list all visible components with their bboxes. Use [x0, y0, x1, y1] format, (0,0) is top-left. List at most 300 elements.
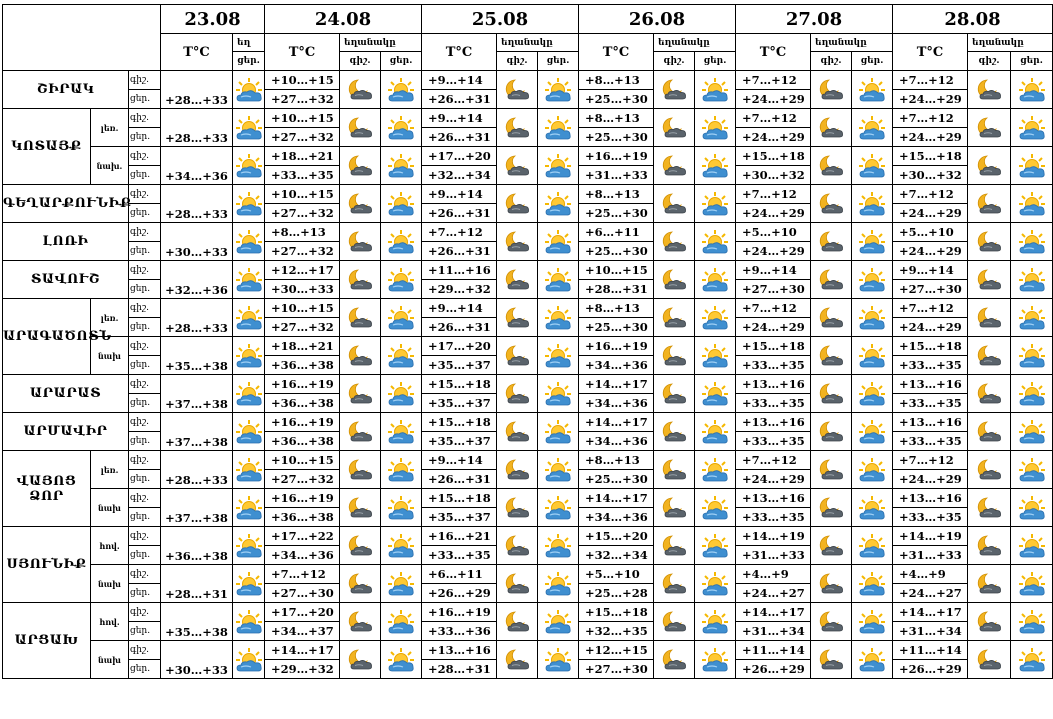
- day-temp: +25…+30: [579, 90, 654, 109]
- day-temp: +26…+31: [422, 318, 497, 337]
- day-temp: +34…+36: [579, 356, 654, 375]
- night-temp: +18…+21: [265, 147, 340, 166]
- moon-cloud-icon: [654, 451, 695, 489]
- sun-cloud-icon: [538, 413, 579, 451]
- sun-cloud-icon: [1011, 223, 1053, 261]
- sun-cloud-icon: [1011, 337, 1053, 375]
- subregion-label: հով.: [91, 527, 129, 565]
- moon-cloud-icon: [968, 261, 1011, 299]
- night-temp: +7…+12: [893, 299, 968, 318]
- day-temp: +36…+38: [265, 432, 340, 451]
- night-header: գիշ.: [968, 52, 1011, 71]
- sun-cloud-icon: [538, 147, 579, 185]
- day-temp: +25…+30: [579, 128, 654, 147]
- region-row: [3, 413, 1053, 432]
- moon-cloud-icon: [968, 565, 1011, 603]
- night-temp: +8…+13: [579, 185, 654, 204]
- day-label: ցեր.: [129, 622, 161, 641]
- day-temp: +24…+29: [893, 242, 968, 261]
- moon-cloud-icon: [811, 299, 852, 337]
- temp-range-23: +28…+31: [161, 565, 233, 603]
- sun-cloud-icon: [381, 489, 422, 527]
- sun-cloud-icon: [852, 261, 893, 299]
- night-temp: +6…+11: [579, 223, 654, 242]
- night-temp: +9…+14: [422, 109, 497, 128]
- moon-cloud-icon: [968, 71, 1011, 109]
- date-header-26: 26.08: [579, 5, 736, 34]
- subregion-label: նախ: [91, 337, 129, 375]
- day-temp: +24…+29: [736, 204, 811, 223]
- region-name: ԿՈՏԱՅՔ: [3, 109, 91, 185]
- moon-cloud-icon: [497, 147, 538, 185]
- moon-cloud-icon: [497, 185, 538, 223]
- day-temp: +31…+34: [736, 622, 811, 641]
- moon-cloud-icon: [654, 223, 695, 261]
- sun-cloud-icon: [1011, 185, 1053, 223]
- night-temp: +9…+14: [893, 261, 968, 280]
- night-header: գիշ.: [340, 52, 381, 71]
- moon-cloud-icon: [811, 489, 852, 527]
- moon-cloud-icon: [654, 185, 695, 223]
- night-temp: +12…+17: [265, 261, 340, 280]
- moon-cloud-icon: [654, 489, 695, 527]
- day-temp: +24…+29: [893, 318, 968, 337]
- date-header-25: 25.08: [422, 5, 579, 34]
- moon-cloud-icon: [968, 489, 1011, 527]
- moon-cloud-icon: [811, 185, 852, 223]
- night-temp: +14…+17: [579, 489, 654, 508]
- night-temp: +16…+19: [265, 413, 340, 432]
- sun-cloud-icon: [852, 375, 893, 413]
- sun-cloud-icon: [538, 527, 579, 565]
- moon-cloud-icon: [811, 527, 852, 565]
- moon-cloud-icon: [497, 299, 538, 337]
- night-header: գիշ.: [654, 52, 695, 71]
- moon-cloud-icon: [811, 413, 852, 451]
- day-header: ցեր.: [233, 52, 265, 71]
- temp-range-23: +36…+38: [161, 527, 233, 565]
- region-name: ԱՐՄԱՎԻՐ: [3, 413, 129, 451]
- night-temp: +11…+16: [422, 261, 497, 280]
- night-temp: +13…+16: [893, 489, 968, 508]
- day-label: ցեր.: [129, 470, 161, 489]
- moon-cloud-icon: [968, 375, 1011, 413]
- night-temp: +16…+19: [265, 375, 340, 394]
- moon-cloud-icon: [654, 375, 695, 413]
- day-temp: +27…+32: [265, 90, 340, 109]
- subregion-label: նախ: [91, 565, 129, 603]
- day-temp: +34…+36: [579, 394, 654, 413]
- moon-cloud-icon: [340, 451, 381, 489]
- sun-cloud-icon: [538, 641, 579, 679]
- moon-cloud-icon: [340, 565, 381, 603]
- sun-cloud-icon: [1011, 71, 1053, 109]
- region-row: [3, 489, 1053, 508]
- night-temp: +13…+16: [422, 641, 497, 660]
- temp-range-23: +37…+38: [161, 489, 233, 527]
- sun-cloud-icon: [233, 375, 265, 413]
- sun-cloud-icon: [381, 185, 422, 223]
- moon-cloud-icon: [497, 451, 538, 489]
- sun-cloud-icon: [381, 413, 422, 451]
- night-temp: +16…+19: [422, 603, 497, 622]
- sun-cloud-icon: [695, 527, 736, 565]
- night-temp: +14…+19: [893, 527, 968, 546]
- moon-cloud-icon: [968, 185, 1011, 223]
- temp-range-23: +28…+33: [161, 299, 233, 337]
- sun-cloud-icon: [233, 603, 265, 641]
- day-temp: +31…+33: [893, 546, 968, 565]
- day-label: ցեր.: [129, 280, 161, 299]
- moon-cloud-icon: [811, 71, 852, 109]
- night-temp: +5…+10: [736, 223, 811, 242]
- day-temp: +29…+32: [422, 280, 497, 299]
- day-temp: +34…+36: [579, 508, 654, 527]
- moon-cloud-icon: [811, 223, 852, 261]
- forecast-table: [2, 4, 1053, 679]
- night-label: գիշ.: [129, 261, 161, 280]
- day-temp: +27…+30: [736, 280, 811, 299]
- sun-cloud-icon: [695, 147, 736, 185]
- sun-cloud-icon: [695, 451, 736, 489]
- day-temp: +35…+37: [422, 356, 497, 375]
- night-temp: +18…+21: [265, 337, 340, 356]
- night-label: գիշ.: [129, 565, 161, 584]
- moon-cloud-icon: [811, 451, 852, 489]
- temp-range-23: +32…+36: [161, 261, 233, 299]
- sun-cloud-icon: [233, 261, 265, 299]
- sun-cloud-icon: [381, 299, 422, 337]
- sun-cloud-icon: [852, 109, 893, 147]
- moon-cloud-icon: [497, 109, 538, 147]
- moon-cloud-icon: [654, 71, 695, 109]
- region-row: [3, 375, 1053, 394]
- day-temp: +25…+30: [579, 318, 654, 337]
- moon-cloud-icon: [340, 603, 381, 641]
- weather-header: եղանակը: [654, 34, 736, 52]
- sun-cloud-icon: [852, 337, 893, 375]
- moon-cloud-icon: [811, 109, 852, 147]
- temp-header: T°C: [893, 34, 968, 71]
- day-temp: +26…+31: [422, 242, 497, 261]
- day-temp: +27…+30: [893, 280, 968, 299]
- day-temp: +33…+35: [422, 546, 497, 565]
- sun-cloud-icon: [381, 71, 422, 109]
- night-temp: +15…+18: [893, 147, 968, 166]
- day-header: ցեր.: [852, 52, 893, 71]
- moon-cloud-icon: [497, 413, 538, 451]
- sun-cloud-icon: [381, 261, 422, 299]
- day-label: ցեր.: [129, 508, 161, 527]
- moon-cloud-icon: [340, 489, 381, 527]
- day-label: ցեր.: [129, 394, 161, 413]
- temp-range-23: +28…+33: [161, 71, 233, 109]
- moon-cloud-icon: [497, 641, 538, 679]
- sun-cloud-icon: [695, 641, 736, 679]
- day-temp: +27…+30: [579, 660, 654, 679]
- temp-range-23: +35…+38: [161, 337, 233, 375]
- temp-range-23: +28…+33: [161, 451, 233, 489]
- day-temp: +35…+37: [422, 508, 497, 527]
- moon-cloud-icon: [811, 337, 852, 375]
- day-temp: +24…+29: [893, 204, 968, 223]
- day-temp: +33…+35: [265, 166, 340, 185]
- subregion-label: նախ: [91, 489, 129, 527]
- day-label: ցեր.: [129, 356, 161, 375]
- temp-range-23: +37…+38: [161, 413, 233, 451]
- region-row: [3, 565, 1053, 584]
- day-temp: +27…+32: [265, 128, 340, 147]
- moon-cloud-icon: [340, 375, 381, 413]
- day-header: ցեր.: [381, 52, 422, 71]
- moon-cloud-icon: [811, 261, 852, 299]
- date-header-27: 27.08: [736, 5, 893, 34]
- sun-cloud-icon: [381, 451, 422, 489]
- day-temp: +32…+35: [579, 622, 654, 641]
- moon-cloud-icon: [654, 413, 695, 451]
- sun-cloud-icon: [538, 185, 579, 223]
- moon-cloud-icon: [654, 641, 695, 679]
- night-temp: +13…+16: [736, 413, 811, 432]
- night-header: գիշ.: [497, 52, 538, 71]
- moon-cloud-icon: [968, 451, 1011, 489]
- moon-cloud-icon: [968, 641, 1011, 679]
- day-temp: +24…+29: [736, 470, 811, 489]
- moon-cloud-icon: [654, 565, 695, 603]
- region-row: [3, 185, 1053, 204]
- day-temp: +33…+35: [893, 508, 968, 527]
- sun-cloud-icon: [1011, 109, 1053, 147]
- moon-cloud-icon: [497, 565, 538, 603]
- sun-cloud-icon: [381, 109, 422, 147]
- night-label: գիշ.: [129, 527, 161, 546]
- sun-cloud-icon: [381, 147, 422, 185]
- night-temp: +13…+16: [893, 375, 968, 394]
- day-temp: +25…+30: [579, 470, 654, 489]
- day-temp: +32…+34: [579, 546, 654, 565]
- day-temp: +24…+29: [893, 128, 968, 147]
- temp-range-23: +35…+38: [161, 603, 233, 641]
- night-temp: +13…+16: [736, 489, 811, 508]
- day-temp: +33…+36: [422, 622, 497, 641]
- night-temp: +14…+17: [579, 413, 654, 432]
- sun-cloud-icon: [852, 299, 893, 337]
- day-temp: +25…+30: [579, 204, 654, 223]
- moon-cloud-icon: [968, 337, 1011, 375]
- sun-cloud-icon: [852, 565, 893, 603]
- sun-cloud-icon: [381, 375, 422, 413]
- day-label: ցեր.: [129, 546, 161, 565]
- sun-cloud-icon: [381, 527, 422, 565]
- night-temp: +10…+15: [265, 299, 340, 318]
- moon-cloud-icon: [340, 147, 381, 185]
- night-temp: +4…+9: [893, 565, 968, 584]
- day-temp: +34…+37: [265, 622, 340, 641]
- day-temp: +25…+30: [579, 242, 654, 261]
- corner-cell: [3, 5, 161, 71]
- sun-cloud-icon: [1011, 565, 1053, 603]
- day-label: ցեր.: [129, 166, 161, 185]
- sun-cloud-icon: [233, 337, 265, 375]
- sun-cloud-icon: [233, 71, 265, 109]
- day-temp: +34…+36: [579, 432, 654, 451]
- sun-cloud-icon: [538, 261, 579, 299]
- moon-cloud-icon: [968, 147, 1011, 185]
- sun-cloud-icon: [538, 223, 579, 261]
- day-label: ցեր.: [129, 204, 161, 223]
- day-temp: +28…+31: [579, 280, 654, 299]
- day-temp: +27…+32: [265, 242, 340, 261]
- day-temp: +26…+29: [736, 660, 811, 679]
- day-temp: +26…+29: [893, 660, 968, 679]
- moon-cloud-icon: [340, 299, 381, 337]
- sun-cloud-icon: [695, 299, 736, 337]
- weather-header: եղանակը: [968, 34, 1053, 52]
- sun-cloud-icon: [381, 223, 422, 261]
- sun-cloud-icon: [233, 565, 265, 603]
- night-temp: +16…+19: [265, 489, 340, 508]
- sun-cloud-icon: [233, 299, 265, 337]
- day-temp: +30…+32: [736, 166, 811, 185]
- region-row: [3, 603, 1053, 622]
- day-label: ցեր.: [129, 660, 161, 679]
- sun-cloud-icon: [538, 603, 579, 641]
- night-temp: +5…+10: [893, 223, 968, 242]
- temp-header: T°C: [422, 34, 497, 71]
- weather-header-short: եղ: [233, 34, 265, 52]
- weather-header: եղանակը: [340, 34, 422, 52]
- sun-cloud-icon: [852, 489, 893, 527]
- night-temp: +9…+14: [422, 299, 497, 318]
- day-temp: +32…+34: [422, 166, 497, 185]
- day-temp: +30…+33: [265, 280, 340, 299]
- temp-range-23: +28…+33: [161, 185, 233, 223]
- moon-cloud-icon: [811, 565, 852, 603]
- subregion-label: լեռ.: [91, 109, 129, 147]
- sun-cloud-icon: [1011, 375, 1053, 413]
- night-temp: +7…+12: [736, 451, 811, 470]
- moon-cloud-icon: [340, 337, 381, 375]
- sun-cloud-icon: [695, 337, 736, 375]
- day-temp: +30…+32: [893, 166, 968, 185]
- night-temp: +14…+17: [265, 641, 340, 660]
- night-temp: +15…+18: [422, 375, 497, 394]
- day-temp: +24…+27: [736, 584, 811, 603]
- day-temp: +33…+35: [893, 394, 968, 413]
- sun-cloud-icon: [695, 489, 736, 527]
- day-temp: +28…+31: [422, 660, 497, 679]
- temp-header: T°C: [736, 34, 811, 71]
- region-name: ԱՐԱՐԱՏ: [3, 375, 129, 413]
- moon-cloud-icon: [497, 261, 538, 299]
- night-temp: +4…+9: [736, 565, 811, 584]
- day-temp: +27…+30: [265, 584, 340, 603]
- subregion-label: նախ: [91, 641, 129, 679]
- night-temp: +14…+17: [736, 603, 811, 622]
- sun-cloud-icon: [1011, 413, 1053, 451]
- night-temp: +15…+18: [422, 413, 497, 432]
- sun-cloud-icon: [381, 603, 422, 641]
- day-header: ցեր.: [1011, 52, 1053, 71]
- night-temp: +7…+12: [736, 109, 811, 128]
- day-temp: +27…+32: [265, 470, 340, 489]
- sun-cloud-icon: [538, 299, 579, 337]
- night-temp: +9…+14: [422, 71, 497, 90]
- region-row: [3, 71, 1053, 90]
- region-row: [3, 451, 1053, 470]
- night-temp: +11…+14: [893, 641, 968, 660]
- region-name: ԱՐՑԱԽ: [3, 603, 91, 679]
- night-temp: +16…+19: [579, 337, 654, 356]
- day-temp: +24…+29: [736, 242, 811, 261]
- night-temp: +15…+18: [893, 337, 968, 356]
- night-temp: +15…+20: [579, 527, 654, 546]
- day-temp: +33…+35: [893, 432, 968, 451]
- moon-cloud-icon: [968, 413, 1011, 451]
- night-label: գիշ.: [129, 451, 161, 470]
- night-label: գիշ.: [129, 147, 161, 166]
- night-label: գիշ.: [129, 299, 161, 318]
- moon-cloud-icon: [340, 413, 381, 451]
- subregion-label: նախ.: [91, 147, 129, 185]
- night-temp: +8…+13: [579, 109, 654, 128]
- night-label: գիշ.: [129, 337, 161, 356]
- sun-cloud-icon: [1011, 451, 1053, 489]
- day-temp: +33…+35: [736, 356, 811, 375]
- moon-cloud-icon: [811, 603, 852, 641]
- night-temp: +9…+14: [422, 185, 497, 204]
- sun-cloud-icon: [852, 413, 893, 451]
- region-name: ԱՐԱԳԱԾՈՏՆ: [3, 299, 91, 375]
- sun-cloud-icon: [852, 603, 893, 641]
- night-temp: +7…+12: [422, 223, 497, 242]
- night-temp: +16…+21: [422, 527, 497, 546]
- sun-cloud-icon: [695, 603, 736, 641]
- night-temp: +14…+17: [893, 603, 968, 622]
- region-row: [3, 147, 1053, 166]
- subregion-label: լեռ.: [91, 451, 129, 489]
- temp-range-23: +30…+33: [161, 223, 233, 261]
- subregion-label: լեռ.: [91, 299, 129, 337]
- moon-cloud-icon: [497, 527, 538, 565]
- sun-cloud-icon: [381, 641, 422, 679]
- sun-cloud-icon: [538, 489, 579, 527]
- night-temp: +10…+15: [265, 109, 340, 128]
- night-temp: +7…+12: [893, 451, 968, 470]
- sun-cloud-icon: [695, 261, 736, 299]
- night-temp: +7…+12: [893, 109, 968, 128]
- sun-cloud-icon: [233, 489, 265, 527]
- forecast-body: [3, 71, 1053, 679]
- sun-cloud-icon: [233, 641, 265, 679]
- region-name: ՏԱՎՈՒՇ: [3, 261, 129, 299]
- moon-cloud-icon: [968, 527, 1011, 565]
- region-row: [3, 261, 1053, 280]
- weather-header: եղանակը: [811, 34, 893, 52]
- day-temp: +26…+31: [422, 128, 497, 147]
- date-header-28: 28.08: [893, 5, 1053, 34]
- night-temp: +15…+18: [579, 603, 654, 622]
- sun-cloud-icon: [1011, 603, 1053, 641]
- region-name: ԼՈՌԻ: [3, 223, 129, 261]
- day-temp: +26…+31: [422, 204, 497, 223]
- day-temp: +24…+29: [893, 90, 968, 109]
- moon-cloud-icon: [811, 375, 852, 413]
- sun-cloud-icon: [1011, 527, 1053, 565]
- day-temp: +36…+38: [265, 356, 340, 375]
- region-row: [3, 337, 1053, 356]
- sun-cloud-icon: [233, 527, 265, 565]
